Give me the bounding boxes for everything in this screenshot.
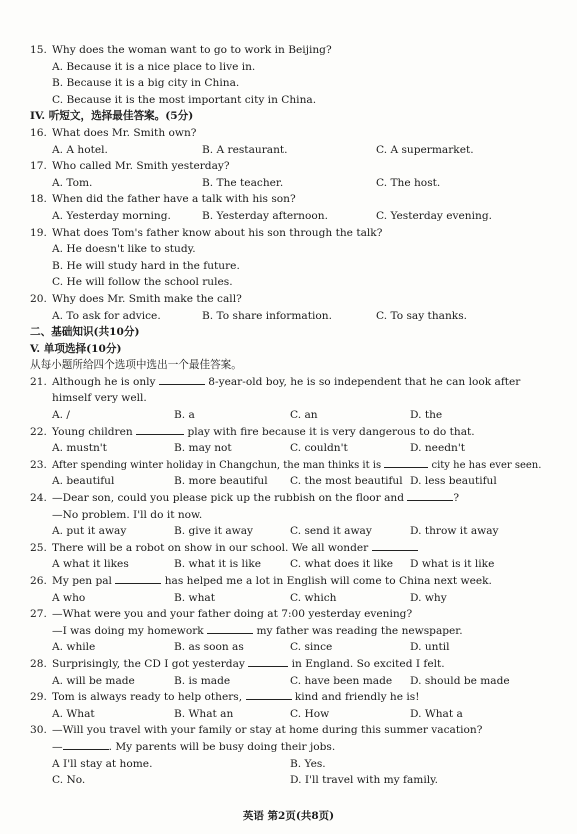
question-stem: —What were you and your father doing at 7:00 yesterday evening?: [52, 608, 413, 621]
option-d: D what is it like: [410, 558, 495, 571]
stem-reply: —No problem. I'll do it now.: [52, 508, 203, 521]
stem-part: 8-year-old boy, he is so independent that he can look after: [208, 375, 521, 388]
answer-blank: [207, 623, 253, 634]
question-stem: Why does Mr. Smith make the call?: [52, 292, 242, 305]
option-b: B. Yesterday afternoon.: [202, 209, 328, 222]
question-19: [30, 225, 550, 242]
option-b: B. give it away: [174, 525, 254, 538]
option-a: A. What: [52, 707, 95, 720]
option-b: B. may not: [174, 442, 232, 455]
answer-blank: [246, 689, 292, 700]
question-number: 29.: [30, 691, 47, 704]
exam-page: [30, 42, 550, 789]
section-heading-v: V. 单项选择(10分): [30, 342, 122, 355]
option-c: C. A supermarket.: [376, 143, 474, 156]
option-d: D. should be made: [410, 674, 510, 687]
option-c: C. couldn't: [290, 442, 348, 455]
question-number: 25.: [30, 541, 47, 554]
option-c: C. an: [290, 409, 318, 422]
option-b: B. Because it is a big city in China.: [52, 77, 240, 90]
question-22: [30, 424, 550, 441]
option-a: A. /: [52, 409, 70, 422]
option-a: A. beautiful: [52, 475, 115, 488]
question-number: 22.: [30, 425, 47, 438]
option-a: A. put it away: [52, 525, 127, 538]
stem-part: city he has ever seen.: [431, 459, 542, 471]
stem-part: . My parents will be busy doing their jobs.: [108, 740, 336, 753]
question-number: 20.: [30, 292, 47, 305]
question-stem: [52, 490, 459, 507]
option-d: D. the: [410, 409, 443, 422]
question-stem: [52, 540, 418, 557]
question-stem: Who called Mr. Smith yesterday?: [52, 160, 230, 173]
question-28: [30, 656, 550, 673]
option-b: B. He will study hard in the future.: [52, 259, 240, 272]
option-d: D. I'll travel with my family.: [290, 774, 439, 787]
question-number: 17.: [30, 160, 47, 173]
question-number: 26.: [30, 575, 47, 587]
option-b: B. Yes.: [290, 757, 326, 770]
stem-reply: [52, 739, 335, 756]
question-number: 18.: [30, 193, 47, 206]
instructions-text: 从每小题所给四个选项中选出一个最佳答案。: [30, 359, 242, 372]
option-c: C. Because it is the most important city in China.: [52, 93, 317, 106]
question-16: [30, 125, 550, 142]
question-stem: [52, 689, 419, 706]
stem-part: my father was reading the newspaper.: [256, 624, 463, 637]
stem-continuation: himself very well.: [52, 392, 147, 405]
question-stem: [52, 374, 520, 391]
stem-part: kind and friendly he is!: [294, 691, 420, 704]
question-25: [30, 540, 550, 557]
stem-part: —Dear son, could you please pick up the rubbish on the floor and: [52, 492, 405, 505]
option-a: A. To ask for advice.: [52, 309, 161, 322]
stem-part: in England. So excited I felt.: [291, 657, 445, 670]
option-b: B. what it is like: [174, 558, 262, 571]
option-b: B. A restaurant.: [202, 143, 288, 156]
option-b: B. more beautiful: [174, 475, 268, 488]
page-footer: 英语 第2页(共8页): [242, 810, 335, 822]
question-number: 23.: [30, 458, 47, 471]
option-b: B. To share information.: [202, 309, 332, 322]
answer-blank: [372, 540, 418, 551]
option-b: B. what: [174, 591, 215, 604]
stem-part: There will be a robot on show in our school. We all wonder: [52, 541, 369, 554]
section-heading-2: 二、基础知识(共10分): [30, 326, 140, 339]
option-d: D. What a: [410, 707, 463, 720]
option-d: D. until: [410, 641, 450, 654]
option-a: A who: [52, 591, 86, 604]
answer-blank: [115, 573, 161, 584]
stem-part: Tom is always ready to help others,: [52, 691, 243, 704]
option-c: C. Yesterday evening.: [376, 209, 492, 222]
option-a: A. Yesterday morning.: [52, 209, 171, 222]
option-b: B. What an: [174, 707, 234, 720]
question-stem: Why does the woman want to go to work in Beijing?: [52, 44, 332, 56]
option-b: B. is made: [174, 674, 231, 687]
question-stem: —Will you travel with your family or stay at home during this summer vacation?: [52, 724, 483, 737]
question-21: [30, 374, 550, 391]
question-29: [30, 689, 550, 706]
option-d: D. throw it away: [410, 525, 499, 538]
question-number: 24.: [30, 492, 47, 505]
option-c: C. To say thanks.: [376, 309, 467, 322]
section-instructions: [30, 357, 550, 374]
answer-blank: [384, 457, 428, 468]
question-15: [30, 42, 550, 59]
question-stem: [52, 573, 492, 590]
stem-part: play with fire because it is very dangerous to do that.: [187, 425, 475, 438]
question-stem: [52, 424, 475, 441]
question-stem: [52, 656, 445, 673]
question-24: [30, 490, 550, 507]
answer-blank: [159, 374, 205, 385]
option-c: C. No.: [52, 774, 86, 787]
question-number: 27.: [30, 608, 47, 621]
question-stem: [52, 457, 541, 475]
question-number: 28.: [30, 657, 47, 670]
question-18: [30, 191, 550, 208]
question-number: 15.: [30, 44, 47, 56]
stem-reply: [52, 623, 463, 640]
option-c: C. since: [290, 641, 333, 654]
option-a: A. He doesn't like to study.: [52, 243, 196, 256]
option-a: A. Because it is a nice place to live in.: [52, 60, 256, 73]
option-a: A. A hotel.: [52, 143, 108, 156]
section-heading-iv: IV. 听短文，选择最佳答案。(5分): [30, 110, 194, 123]
answer-blank: [407, 490, 453, 501]
question-number: 16.: [30, 126, 47, 139]
option-b: B. a: [174, 409, 195, 422]
question-30: [30, 722, 550, 739]
stem-part: After spending winter holiday in Changchun, the man thinks it is: [52, 459, 382, 471]
option-d: D. less beautiful: [410, 475, 497, 488]
stem-part: has helped me a lot in English will come to China next week.: [164, 575, 492, 587]
option-d: D. why: [410, 591, 447, 604]
question-number: 30.: [30, 724, 47, 737]
question-stem: When did the father have a talk with his son?: [52, 193, 296, 206]
stem-part: Surprisingly, the CD I got yesterday: [52, 657, 245, 670]
stem-part: My pen pal: [52, 575, 112, 587]
option-c: C. How: [290, 707, 330, 720]
option-a: A. will be made: [52, 674, 135, 687]
option-c: C. send it away: [290, 525, 372, 538]
option-b: B. The teacher.: [202, 176, 284, 189]
question-17: [30, 158, 550, 175]
question-23: [30, 457, 550, 474]
option-c: C. the most beautiful: [290, 475, 403, 488]
answer-blank: [63, 739, 109, 750]
stem-part: —I was doing my homework: [52, 624, 204, 637]
stem-part: —: [52, 740, 63, 753]
question-number: 21.: [30, 375, 47, 388]
question-stem: What does Mr. Smith own?: [52, 126, 197, 139]
option-a: A. Tom.: [52, 176, 93, 189]
option-c: C. The host.: [376, 176, 441, 189]
option-a: A what it likes: [52, 558, 129, 571]
option-c: C. He will follow the school rules.: [52, 276, 233, 289]
option-c: C. what does it like: [290, 558, 394, 571]
option-a: A. while: [52, 641, 96, 654]
stem-part: Young children: [52, 425, 133, 438]
question-stem: What does Tom's father know about his son through the talk?: [52, 226, 383, 239]
stem-part: ?: [453, 492, 460, 505]
question-27: [30, 606, 550, 623]
option-c: C. which: [290, 591, 337, 604]
stem-part: Although he is only: [52, 375, 156, 388]
option-a: A. mustn't: [52, 442, 107, 455]
question-26: [30, 573, 550, 590]
option-c: C. have been made: [290, 674, 393, 687]
answer-blank: [136, 424, 184, 435]
option-d: D. needn't: [410, 442, 465, 455]
option-a: A I'll stay at home.: [52, 757, 153, 770]
answer-blank: [248, 656, 288, 667]
question-20: [30, 291, 550, 308]
question-number: 19.: [30, 226, 47, 239]
option-b: B. as soon as: [174, 641, 244, 654]
